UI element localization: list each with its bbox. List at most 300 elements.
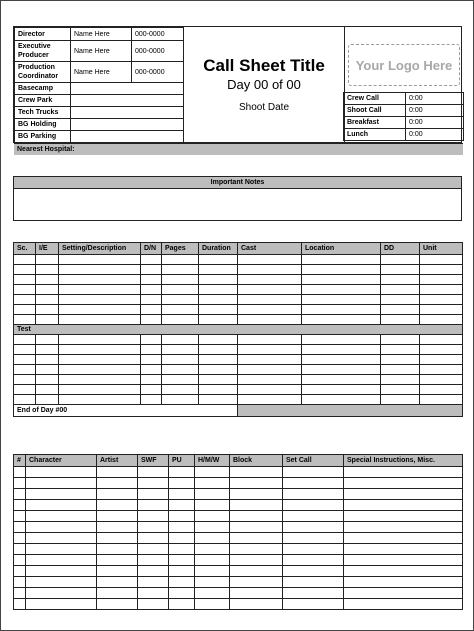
- table-cell[interactable]: [36, 285, 59, 295]
- table-cell[interactable]: [420, 385, 463, 395]
- table-cell[interactable]: [141, 315, 162, 325]
- col-int-ext: I/E: [36, 243, 59, 255]
- table-cell[interactable]: [162, 285, 199, 295]
- table-cell[interactable]: [195, 544, 230, 555]
- table-cell[interactable]: [141, 365, 162, 375]
- table-cell[interactable]: [14, 355, 36, 365]
- table-cell[interactable]: [169, 489, 195, 500]
- table-cell[interactable]: [169, 522, 195, 533]
- table-cell[interactable]: [195, 533, 230, 544]
- table-cell[interactable]: [36, 265, 59, 275]
- table-cell[interactable]: [381, 305, 420, 315]
- table-cell[interactable]: [14, 544, 26, 555]
- table-cell[interactable]: [283, 588, 344, 599]
- table-cell[interactable]: [381, 355, 420, 365]
- table-cell[interactable]: [14, 555, 26, 566]
- table-cell[interactable]: [138, 566, 169, 577]
- table-cell[interactable]: [420, 265, 463, 275]
- table-cell[interactable]: [420, 375, 463, 385]
- table-cell[interactable]: [195, 599, 230, 610]
- table-cell[interactable]: [169, 544, 195, 555]
- table-cell[interactable]: [195, 511, 230, 522]
- table-cell[interactable]: [26, 533, 97, 544]
- nearest-hospital-bar[interactable]: [14, 143, 463, 155]
- table-cell[interactable]: [381, 345, 420, 355]
- table-cell[interactable]: [344, 489, 463, 500]
- table-cell[interactable]: [238, 265, 302, 275]
- table-cell[interactable]: [381, 315, 420, 325]
- table-cell[interactable]: [230, 566, 283, 577]
- table-cell[interactable]: [26, 467, 97, 478]
- table-cell[interactable]: [162, 255, 199, 265]
- table-cell[interactable]: [97, 588, 138, 599]
- table-cell[interactable]: [138, 489, 169, 500]
- table-cell[interactable]: [302, 285, 381, 295]
- table-cell[interactable]: [162, 315, 199, 325]
- test-row: [14, 325, 463, 335]
- table-cell[interactable]: [14, 511, 26, 522]
- table-cell[interactable]: [14, 577, 26, 588]
- col-set-call: Set Call: [283, 455, 344, 467]
- table-cell[interactable]: [36, 335, 59, 345]
- table-cell[interactable]: [59, 355, 141, 365]
- table-cell[interactable]: [14, 500, 26, 511]
- table-cell[interactable]: [36, 395, 59, 405]
- table-cell[interactable]: [169, 467, 195, 478]
- table-cell[interactable]: [97, 467, 138, 478]
- table-cell[interactable]: [195, 577, 230, 588]
- crew-phone[interactable]: 000-0000: [132, 62, 184, 83]
- table-cell[interactable]: [141, 255, 162, 265]
- table-cell[interactable]: [230, 577, 283, 588]
- crew-phone[interactable]: 000-0000: [132, 28, 184, 41]
- table-cell[interactable]: [344, 588, 463, 599]
- table-cell[interactable]: [199, 315, 238, 325]
- table-cell[interactable]: [344, 566, 463, 577]
- table-cell[interactable]: [238, 285, 302, 295]
- col-setting: Setting/Description: [59, 243, 141, 255]
- table-cell[interactable]: [238, 305, 302, 315]
- end-of-day-label[interactable]: End of Day #00: [14, 405, 238, 417]
- table-cell[interactable]: [199, 365, 238, 375]
- table-cell[interactable]: [195, 500, 230, 511]
- table-cell[interactable]: [138, 599, 169, 610]
- crew-phone[interactable]: 000-0000: [132, 41, 184, 62]
- table-cell[interactable]: [162, 305, 199, 315]
- table-cell[interactable]: [169, 500, 195, 511]
- table-cell[interactable]: [36, 355, 59, 365]
- table-cell[interactable]: [199, 295, 238, 305]
- table-cell[interactable]: [238, 275, 302, 285]
- table-cell[interactable]: [195, 566, 230, 577]
- table-cell[interactable]: [97, 533, 138, 544]
- col-location: Location: [302, 243, 381, 255]
- crew-role: Executive Producer: [15, 41, 71, 62]
- table-cell[interactable]: [162, 365, 199, 375]
- table-cell[interactable]: [283, 467, 344, 478]
- location-value[interactable]: [71, 83, 184, 95]
- table-cell[interactable]: [14, 375, 36, 385]
- table-cell[interactable]: [14, 385, 36, 395]
- table-cell[interactable]: [162, 275, 199, 285]
- table-cell[interactable]: [238, 295, 302, 305]
- table-cell[interactable]: [238, 395, 302, 405]
- table-cell[interactable]: [420, 365, 463, 375]
- table-cell[interactable]: [195, 555, 230, 566]
- table-cell[interactable]: [97, 577, 138, 588]
- scene-row: [14, 285, 463, 295]
- table-cell[interactable]: [169, 511, 195, 522]
- table-cell[interactable]: [344, 500, 463, 511]
- table-cell[interactable]: [283, 577, 344, 588]
- table-cell[interactable]: [420, 315, 463, 325]
- table-cell[interactable]: [238, 345, 302, 355]
- table-cell[interactable]: [26, 566, 97, 577]
- col-scene: Sc.: [14, 243, 36, 255]
- table-cell[interactable]: [26, 588, 97, 599]
- time-value[interactable]: 0:00: [406, 93, 464, 105]
- table-cell[interactable]: [141, 335, 162, 345]
- character-row: [14, 533, 463, 544]
- table-cell[interactable]: [14, 255, 36, 265]
- table-cell[interactable]: [302, 265, 381, 275]
- table-cell[interactable]: [302, 365, 381, 375]
- table-cell[interactable]: [238, 255, 302, 265]
- table-cell[interactable]: [26, 478, 97, 489]
- table-cell[interactable]: [230, 588, 283, 599]
- table-cell[interactable]: [162, 375, 199, 385]
- crew-name[interactable]: Name Here: [71, 28, 132, 41]
- table-cell[interactable]: [199, 305, 238, 315]
- table-cell[interactable]: [162, 295, 199, 305]
- crew-row: [15, 28, 184, 41]
- table-cell[interactable]: [199, 255, 238, 265]
- table-cell[interactable]: [238, 375, 302, 385]
- table-cell[interactable]: [302, 255, 381, 265]
- table-cell[interactable]: [97, 511, 138, 522]
- table-cell[interactable]: [97, 544, 138, 555]
- table-cell[interactable]: [283, 489, 344, 500]
- location-value[interactable]: [71, 131, 184, 143]
- title-area: [183, 27, 345, 144]
- table-cell[interactable]: [420, 395, 463, 405]
- table-cell[interactable]: [14, 533, 26, 544]
- table-cell[interactable]: [14, 522, 26, 533]
- table-cell[interactable]: [14, 265, 36, 275]
- table-cell[interactable]: [162, 345, 199, 355]
- table-cell[interactable]: [302, 275, 381, 285]
- table-cell[interactable]: [26, 511, 97, 522]
- table-cell[interactable]: [344, 544, 463, 555]
- table-cell[interactable]: [26, 544, 97, 555]
- table-cell[interactable]: [230, 500, 283, 511]
- table-cell[interactable]: [138, 577, 169, 588]
- table-cell[interactable]: [162, 385, 199, 395]
- table-cell[interactable]: [162, 395, 199, 405]
- table-cell[interactable]: [26, 555, 97, 566]
- table-cell[interactable]: [59, 275, 141, 285]
- table-cell[interactable]: [238, 355, 302, 365]
- table-cell[interactable]: [162, 265, 199, 275]
- table-cell[interactable]: [238, 315, 302, 325]
- table-cell[interactable]: [230, 522, 283, 533]
- table-cell[interactable]: [283, 478, 344, 489]
- table-cell[interactable]: [14, 305, 36, 315]
- time-value[interactable]: 0:00: [406, 129, 464, 141]
- table-cell[interactable]: [302, 355, 381, 365]
- table-cell[interactable]: [36, 275, 59, 285]
- location-value[interactable]: [71, 119, 184, 131]
- table-cell[interactable]: [59, 335, 141, 345]
- table-cell[interactable]: [381, 365, 420, 375]
- table-cell[interactable]: [344, 511, 463, 522]
- day-count[interactable]: Day 00 of 00: [227, 77, 301, 92]
- table-cell[interactable]: [344, 522, 463, 533]
- col-dd: DD: [381, 243, 420, 255]
- table-cell[interactable]: [381, 265, 420, 275]
- crew-role: Director: [15, 28, 71, 41]
- table-cell[interactable]: [344, 555, 463, 566]
- table-cell[interactable]: [381, 275, 420, 285]
- table-cell[interactable]: [59, 265, 141, 275]
- table-cell[interactable]: [141, 285, 162, 295]
- table-cell[interactable]: [169, 533, 195, 544]
- location-value[interactable]: [71, 107, 184, 119]
- table-cell[interactable]: [302, 295, 381, 305]
- table-cell[interactable]: [138, 588, 169, 599]
- table-cell[interactable]: [283, 533, 344, 544]
- table-cell[interactable]: [14, 489, 26, 500]
- time-label: Shoot Call: [344, 105, 406, 117]
- table-cell[interactable]: [97, 500, 138, 511]
- table-cell[interactable]: [199, 335, 238, 345]
- table-cell[interactable]: [26, 577, 97, 588]
- table-cell[interactable]: [141, 295, 162, 305]
- table-cell[interactable]: [138, 467, 169, 478]
- scene-row: [14, 375, 463, 385]
- table-cell[interactable]: [14, 275, 36, 285]
- table-cell[interactable]: [302, 315, 381, 325]
- table-cell[interactable]: [169, 555, 195, 566]
- table-cell[interactable]: [420, 255, 463, 265]
- time-value[interactable]: 0:00: [406, 105, 464, 117]
- logo-text: Your Logo Here: [355, 57, 453, 73]
- table-cell[interactable]: [199, 375, 238, 385]
- table-cell[interactable]: [138, 555, 169, 566]
- table-cell[interactable]: [138, 544, 169, 555]
- table-cell[interactable]: [230, 467, 283, 478]
- crew-name[interactable]: Name Here: [71, 41, 132, 62]
- table-cell[interactable]: [14, 599, 26, 610]
- call-sheet-title[interactable]: Call Sheet Title: [203, 56, 325, 75]
- table-cell[interactable]: [199, 275, 238, 285]
- table-cell[interactable]: [381, 335, 420, 345]
- table-cell[interactable]: [14, 365, 36, 375]
- table-cell[interactable]: [36, 305, 59, 315]
- table-cell[interactable]: [97, 566, 138, 577]
- table-cell[interactable]: [420, 335, 463, 345]
- table-cell[interactable]: [26, 599, 97, 610]
- table-cell[interactable]: [302, 395, 381, 405]
- table-cell[interactable]: [199, 285, 238, 295]
- table-cell[interactable]: [138, 511, 169, 522]
- table-cell[interactable]: [138, 522, 169, 533]
- table-cell[interactable]: [59, 365, 141, 375]
- table-cell[interactable]: [141, 305, 162, 315]
- table-cell[interactable]: [97, 599, 138, 610]
- table-cell[interactable]: [141, 375, 162, 385]
- location-row: [15, 107, 184, 119]
- table-cell[interactable]: [169, 478, 195, 489]
- table-cell[interactable]: [199, 355, 238, 365]
- table-cell[interactable]: [230, 599, 283, 610]
- table-cell[interactable]: [199, 265, 238, 275]
- table-cell[interactable]: [26, 489, 97, 500]
- table-cell[interactable]: [283, 544, 344, 555]
- table-cell[interactable]: [141, 355, 162, 365]
- table-cell[interactable]: [141, 395, 162, 405]
- table-cell[interactable]: [36, 255, 59, 265]
- table-cell[interactable]: [14, 478, 26, 489]
- table-cell[interactable]: [162, 355, 199, 365]
- table-cell[interactable]: [138, 478, 169, 489]
- table-cell[interactable]: [238, 365, 302, 375]
- table-cell[interactable]: [14, 285, 36, 295]
- table-cell[interactable]: [420, 285, 463, 295]
- table-cell[interactable]: [36, 365, 59, 375]
- table-cell[interactable]: [344, 577, 463, 588]
- table-cell[interactable]: [195, 588, 230, 599]
- table-cell[interactable]: [97, 522, 138, 533]
- table-cell[interactable]: [344, 467, 463, 478]
- table-cell[interactable]: [138, 500, 169, 511]
- table-cell[interactable]: [59, 385, 141, 395]
- table-cell[interactable]: [381, 385, 420, 395]
- table-cell[interactable]: [420, 345, 463, 355]
- table-cell[interactable]: [59, 255, 141, 265]
- table-cell[interactable]: [381, 255, 420, 265]
- table-cell[interactable]: [14, 295, 36, 305]
- table-cell[interactable]: [199, 345, 238, 355]
- shoot-date[interactable]: Shoot Date: [238, 102, 290, 113]
- table-cell[interactable]: [59, 375, 141, 385]
- logo-placeholder[interactable]: [348, 44, 460, 86]
- table-cell[interactable]: [302, 385, 381, 395]
- table-cell[interactable]: [195, 522, 230, 533]
- crew-name[interactable]: Name Here: [71, 62, 132, 83]
- table-cell[interactable]: [97, 555, 138, 566]
- table-cell[interactable]: [36, 315, 59, 325]
- table-cell[interactable]: [14, 467, 26, 478]
- table-cell[interactable]: [59, 295, 141, 305]
- table-cell[interactable]: [344, 533, 463, 544]
- table-cell[interactable]: [199, 385, 238, 395]
- table-cell[interactable]: [283, 566, 344, 577]
- table-cell[interactable]: [169, 566, 195, 577]
- table-cell[interactable]: [230, 478, 283, 489]
- table-cell[interactable]: [283, 599, 344, 610]
- col-hmw: H/M/W: [195, 455, 230, 467]
- table-cell[interactable]: [59, 305, 141, 315]
- table-cell[interactable]: [169, 577, 195, 588]
- table-cell[interactable]: [195, 489, 230, 500]
- table-cell[interactable]: [283, 511, 344, 522]
- table-cell[interactable]: [138, 533, 169, 544]
- table-cell[interactable]: [14, 395, 36, 405]
- table-cell[interactable]: [59, 315, 141, 325]
- table-cell[interactable]: [230, 511, 283, 522]
- table-cell[interactable]: [141, 275, 162, 285]
- table-cell[interactable]: [238, 335, 302, 345]
- table-cell[interactable]: [26, 500, 97, 511]
- table-cell[interactable]: [199, 395, 238, 405]
- table-cell[interactable]: [162, 335, 199, 345]
- table-cell[interactable]: [420, 305, 463, 315]
- table-cell[interactable]: [230, 533, 283, 544]
- table-cell[interactable]: [420, 355, 463, 365]
- table-cell[interactable]: [195, 478, 230, 489]
- table-cell[interactable]: [302, 375, 381, 385]
- table-cell[interactable]: [36, 345, 59, 355]
- table-cell[interactable]: [97, 489, 138, 500]
- table-cell[interactable]: [26, 522, 97, 533]
- test-label[interactable]: Test: [14, 325, 463, 335]
- table-cell[interactable]: [302, 335, 381, 345]
- table-cell[interactable]: [230, 489, 283, 500]
- table-cell[interactable]: [36, 295, 59, 305]
- table-cell[interactable]: [97, 478, 138, 489]
- table-cell[interactable]: [344, 478, 463, 489]
- location-value[interactable]: [71, 95, 184, 107]
- table-cell[interactable]: [230, 544, 283, 555]
- table-cell[interactable]: [420, 295, 463, 305]
- table-cell[interactable]: [283, 500, 344, 511]
- table-cell[interactable]: [195, 467, 230, 478]
- table-cell[interactable]: [141, 345, 162, 355]
- table-cell[interactable]: [420, 275, 463, 285]
- table-cell[interactable]: [238, 385, 302, 395]
- character-row: [14, 577, 463, 588]
- table-cell[interactable]: [169, 588, 195, 599]
- table-cell[interactable]: [36, 385, 59, 395]
- table-cell[interactable]: [14, 345, 36, 355]
- table-cell[interactable]: [302, 345, 381, 355]
- table-cell[interactable]: [302, 305, 381, 315]
- table-cell[interactable]: [36, 375, 59, 385]
- table-cell[interactable]: [14, 566, 26, 577]
- table-cell[interactable]: [59, 395, 141, 405]
- table-cell[interactable]: [141, 265, 162, 275]
- table-cell[interactable]: [230, 555, 283, 566]
- time-value[interactable]: 0:00: [406, 117, 464, 129]
- table-cell[interactable]: [283, 555, 344, 566]
- table-cell[interactable]: [59, 345, 141, 355]
- table-cell[interactable]: [344, 599, 463, 610]
- table-cell[interactable]: [141, 385, 162, 395]
- table-cell[interactable]: [283, 522, 344, 533]
- table-cell[interactable]: [14, 315, 36, 325]
- table-cell[interactable]: [14, 588, 26, 599]
- table-cell[interactable]: [169, 599, 195, 610]
- table-cell[interactable]: [381, 375, 420, 385]
- table-cell[interactable]: [381, 295, 420, 305]
- col-block: Block: [230, 455, 283, 467]
- table-cell[interactable]: [59, 285, 141, 295]
- table-cell[interactable]: [14, 335, 36, 345]
- table-cell[interactable]: [381, 285, 420, 295]
- table-cell[interactable]: [381, 395, 420, 405]
- important-notes-body[interactable]: [14, 189, 461, 221]
